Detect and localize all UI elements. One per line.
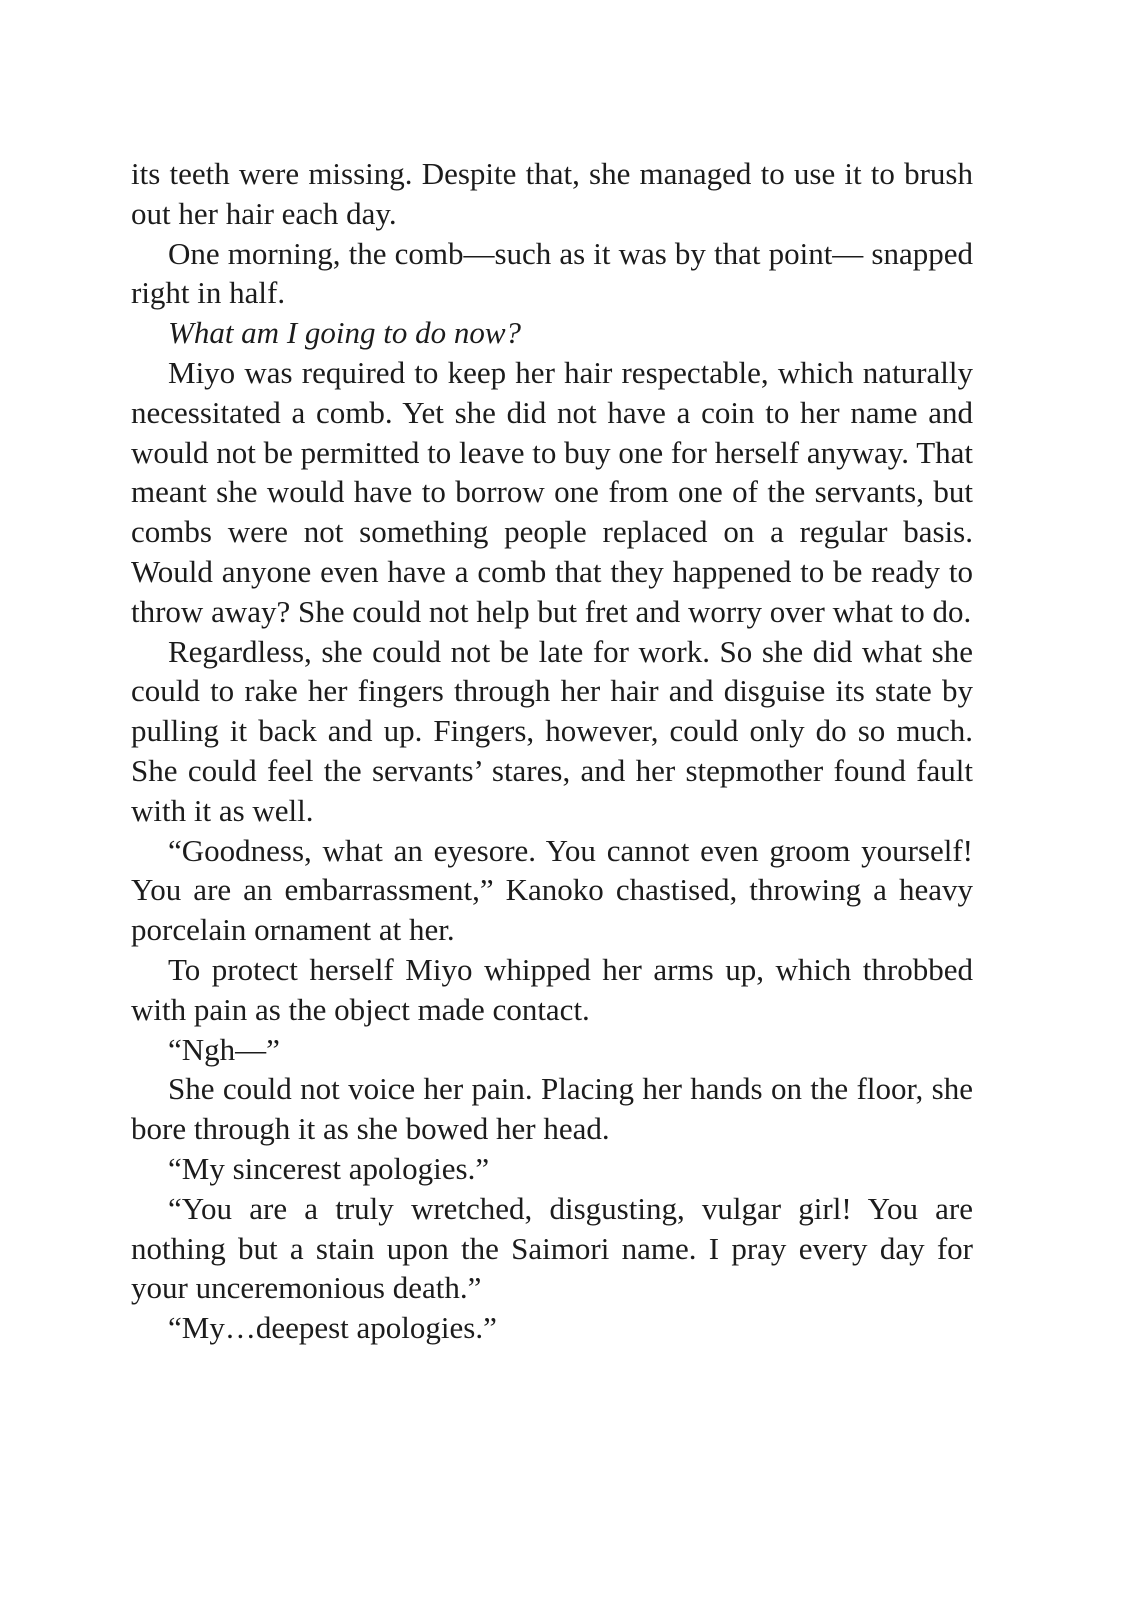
paragraph-wretched-girl: “You are a truly wretched, disgusting, vulgar girl! You are nothing but a stain upon the Saimori name. I pray every day for your unceremonious death.” [131, 1190, 973, 1306]
paragraph-late-for-work: Regardless, she could not be late for work. So she did what she could to rake her fingers through her hair and disguise its state by pulling it back and up. Fingers, however, could only do so much. She could feel the servants’ stares, and her stepmother found fault with it as well. [131, 633, 973, 828]
paragraph-sincerest-apologies: “My sincerest apologies.” [168, 1150, 490, 1186]
paragraph-voice-pain: She could not voice her pain. Placing her hands on the floor, she bore through it as she bowed her head. [131, 1071, 973, 1147]
paragraph-comb-teeth: its teeth were missing. Despite that, she managed to use it to brush out her hair each day. [131, 156, 973, 231]
paragraph-ngh: “Ngh—” [168, 1031, 280, 1067]
paragraph-inner-thought: What am I going to do now? [168, 315, 522, 351]
body-text [131, 154, 973, 1348]
paragraph-kanoko-scold: “Goodness, what an eyesore. You cannot even groom yourself! You are an embarrassment,” Kanoko chastised, throwing a heavy porcelain ornament at her. [131, 832, 973, 948]
paragraph-deepest-apologies: “My…deepest apologies.” [168, 1310, 497, 1346]
paragraph-protect-herself: To protect herself Miyo whipped her arms up, which throbbed with pain as the object made contact. [131, 951, 973, 1027]
paragraph-borrow-comb: Miyo was required to keep her hair respectable, which naturally necessitated a comb. Yet she did not have a coin to her name and would not be permitted to leave to buy one for herself anyway. That meant she would have to borrow one from one of the servants, but combs were not something people replaced on a regular basis. Would anyone even have a comb that they happened to be ready to throw away? She could not help but fret and worry over what to do. [131, 354, 973, 629]
paragraph-comb-snapped: One morning, the comb—such as it was by that point— snapped right in half. [131, 235, 973, 311]
